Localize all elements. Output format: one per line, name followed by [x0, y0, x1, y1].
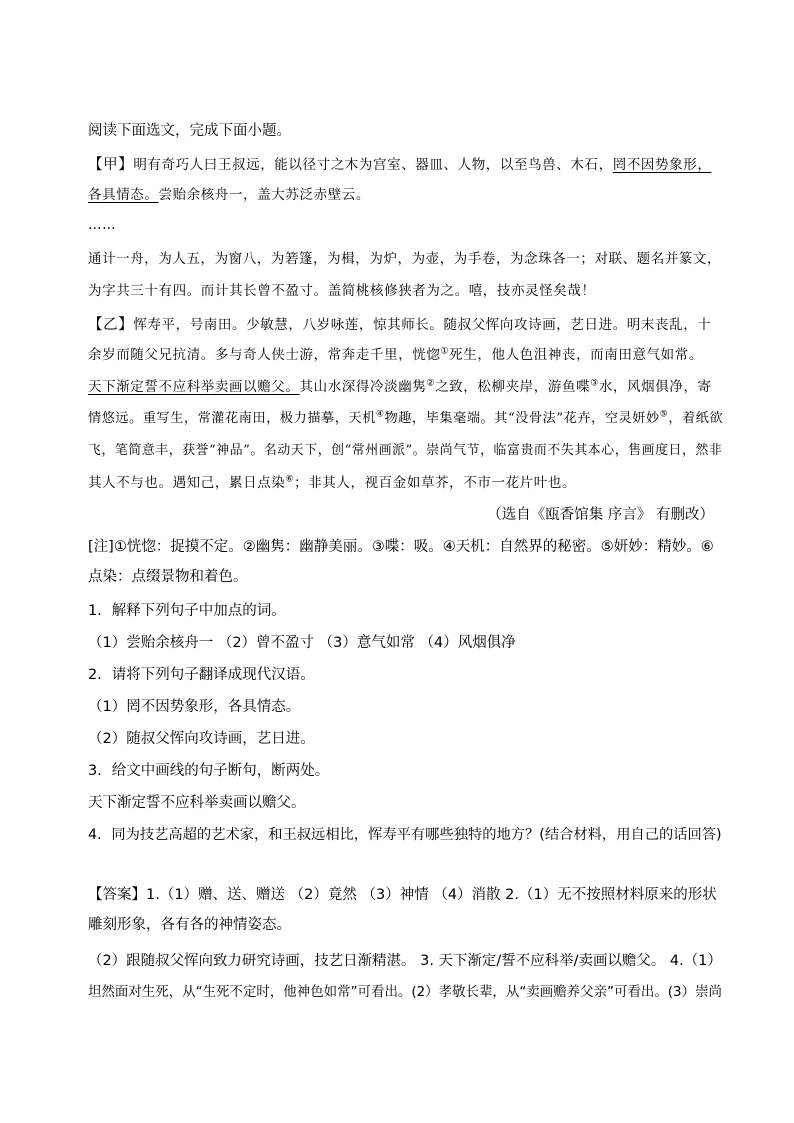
question-2-item-1: （1）罔不因势象形，各具情态。: [88, 699, 301, 715]
answer-line-4: 坦然面对生死，从“生死不定时，他神色如常”可看出。(2）孝敬长辈，从“卖画赡养父亲”可看出。(3）崇尚: [88, 985, 722, 1000]
question-4: 4．同为技艺高超的艺术家，和王叔远相比，恽寿平有哪些独特的地方？(结合材料，用自己的话回答): [88, 827, 722, 843]
answer-line-1: 【答案】1.（1）赠、送、赠送 （2）竟然 （3）神情 （4）消散 2.（1）无不按照材料原来的形状: [88, 887, 717, 903]
question-2-item-2: （2）随叔父恽向攻诗画，艺日进。: [88, 731, 315, 747]
note-marker: ⑥: [285, 474, 295, 485]
source-citation: （选自《瓯香馆集 序言》 有删改）: [487, 507, 714, 523]
notes-line-1: [注]①恍惚：捉摸不定。②幽隽：幽静美丽。③喋：吸。④天机：自然界的秘密。⑤妍妙：精妙。⑥: [88, 539, 714, 555]
passage-jia-line-3: 通计一舟，为人五，为窗八，为箬篷，为楫，为炉，为壶，为手卷，为念珠各一；对联、题名并篆文，: [88, 251, 722, 267]
answer-label: 【答案】: [88, 887, 146, 903]
ellipsis: ……: [88, 217, 117, 233]
question-2: 2．请将下列句子翻译成现代汉语。: [88, 667, 315, 683]
passage-yi-line-3: 天下渐定誓不应科举卖画以赡父。其山水深得冷淡幽隽②之致，松柳夹岸，游鱼喋③水，风烟俱净，寄: [88, 378, 712, 395]
answer-line-2: 雕刻形象，各有各的神情姿态。: [88, 917, 291, 933]
passage-yi-line-1: 【乙】恽寿平，号南田。少敏慧，八岁咏莲，惊其师长。随叔父恽向攻诗画，艺日进。明末丧乱，十: [88, 317, 712, 333]
underlined-sentence: 天下渐定誓不应科举卖画以赡父。: [88, 379, 300, 395]
note-marker: ②: [426, 378, 436, 389]
note-marker: ①: [440, 346, 450, 357]
passage-yi-line-2: 余岁而随父兄抗清。多与奇人侠士游，常奔走千里，恍惚①死生，他人色沮神丧，而南田意气如常。: [88, 346, 703, 363]
passage-yi-line-6: 其人不与也。遇知己，累日点染⑥；非其人，视百金如草芥，不市一花片叶也。: [88, 474, 577, 491]
passage-yi-line-4: 情悠远。重写生，常灌花南田，极力描摹，天机④物趣，毕集毫端。其“没骨法”花卉，空灵妍妙⑤，着纸欲: [88, 409, 724, 426]
question-1-items: （1）尝贻余核舟一 （2）曾不盈寸 （3）意气如常 （4）风烟俱净: [88, 635, 516, 651]
note-marker: ④: [375, 409, 385, 420]
instruction-text: 阅读下面选文，完成下面小题。: [88, 123, 291, 139]
question-1: 1．解释下列句子中加点的词。: [88, 603, 286, 619]
underlined-sentence: 各具情态。: [88, 187, 159, 203]
passage-yi-line-5: 飞，笔简意丰，获誉“神品”。名动天下，创“常州画派”。崇尚气节，临富贵而不失其本心，售画度日，然非: [88, 443, 723, 458]
passage-jia-label: 【甲】: [88, 157, 134, 173]
notes-line-2: 点染：点缀景物和着色。: [88, 569, 248, 585]
passage-jia-line-1: 【甲】明有奇巧人曰王叔远，能以径寸之木为宫室、器皿、人物，以至鸟兽、木石，罔不因势象形，: [88, 157, 712, 173]
answer-line-3: （2）跟随叔父恽向致力研究诗画，技艺日渐精湛。 3. 天下渐定/誓不应科举/卖画以赡父。 4.（1）: [88, 953, 722, 969]
passage-yi-label: 【乙】: [88, 317, 134, 333]
passage-jia-line-4: 为字共三十有四。而计其长曾不盈寸。盖简桃核修狭者为之。嘻，技亦灵怪矣哉！: [88, 283, 596, 299]
note-marker: ③: [590, 378, 599, 389]
question-3: 3．给文中画线的句子断句，断两处。: [88, 763, 330, 779]
note-marker: ⑤: [659, 409, 669, 420]
passage-jia-line-2: 各具情态。尝贻余核舟一，盖大苏泛赤壁云。: [88, 187, 370, 203]
underlined-sentence: 罔不因势象形，: [612, 157, 712, 173]
question-3-text: 天下渐定誓不应科举卖画以赡父。: [88, 795, 306, 811]
